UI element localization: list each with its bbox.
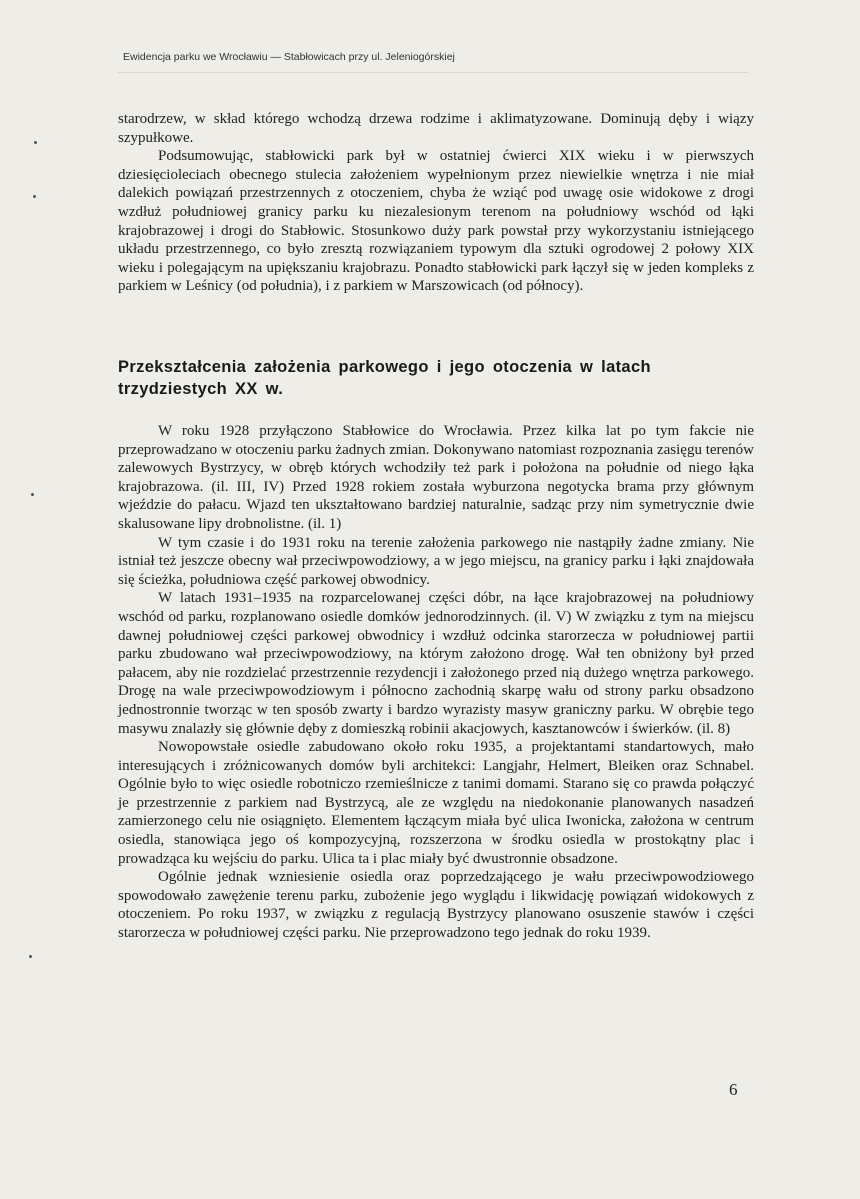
section-1-body [118, 110, 754, 296]
paragraph: Podsumowując, stabłowicki park był w ostatniej ćwierci XIX wieku i w pierwszych dziesięcioleciach obecnego stulecia założeniem wypełnionym przez niewielkie wnętrza i nie miał dalekich powiązań przestrzennych z otoczeniem, chyba że wziąć pod uwagę osie widokowe z drogi wzdłuż południowej granicy parku ku niezalesionym terenom na południowy wschód od łąki krajobrazowej i drogi do Stabłowic. Stosunkowo duży park powstał przy wykorzystaniu istniejącego układu przestrzennego, co było zresztą rozwiązaniem typowym dla sztuki ogrodowej 2 połowy XIX wieku i polegającym na upiększaniu krajobrazu. Ponadto stabłowicki park łączył się w jeden kompleks z parkiem w Leśnicy (od południa), i z parkiem w Marszowicach (od północy). [118, 148, 754, 295]
section-2-body [118, 422, 754, 943]
paragraph: W roku 1928 przyłączono Stabłowice do Wrocławia. Przez kilka lat po tym fakcie nie przeprowadzano w otoczeniu parku żadnych zmian. Dokonywano natomiast rozpoznania zasięgu terenów zalewowych Bystrzycy, w obręb których wchodziły też park i położona na południe od niego łąka krajobrazowa. (il. III, IV) Przed 1928 rokiem została wyburzona negotycka brama przy głównym wjeździe do pałacu. Wjazd ten ukształtowano bardziej naturalnie, sadząc przy nim symetrycznie dwie skalusowane lipy drobnolistne. (il. 1) [118, 423, 755, 532]
paragraph: starodrzew, w skład którego wchodzą drzewa rodzime i aklimatyzowane. Dominują dęby i wiązy szypułkowe. [118, 111, 754, 146]
paragraph: W tym czasie i do 1931 roku na terenie założenia parkowego nie nastąpiły żadne zmiany. Nie istniał też jeszcze obecny wał przeciwpowodziowy, a w jego miejscu, na granicy parku i łąki znajdowała się ścieżka, południowa część parkowej obwodnicy. [118, 534, 754, 588]
paragraph: Nowopowstałe osiedle zabudowano około roku 1935, a projektantami standartowych, mało interesujących i zróżnicowanych domów byli architekci: Langjahr, Helmert, Bleiken oraz Schnabel. Ogólnie było to więc osiedle robotniczo rzemieślnicze z tanimi domami. Starano się co prawda połączyć je przestrzennie z parkiem nad Bystrzycą, ale ze względu na niedokonanie planowanych nasadzeń zamierzonego celu nie osiągnięto. Elementem łączącym miała być ulica Iwonicka, założona w centrum osiedla, stanowiąca jego oś kompozycyjną, rozszerzona w środku osiedla w prostokątny plac i prowadząca ku wejściu do parku. Ulica ta i plac miały być dwustronnie obsadzone. [118, 739, 754, 867]
scan-speck [29, 955, 32, 958]
scan-speck [34, 141, 37, 144]
paragraph: W latach 1931–1935 na rozparcelowanej części dóbr, na łące krajobrazowej na południowy wschód od parku, rozplanowano osiedle domków jednorodzinnych. (il. V) W związku z tym na miejscu dawnej południowej części parkowej obwodnicy i wzdłuż odcinka starorzecza w południowej partii parku zbudowano wał przeciwpowodziowy, na którym założono drogę. Wał ten obniżony był przed pałacem, aby nie rozdzielać przestrzennie rezydencji i założonego przed nią dużego wnętrza parkowego. Drogę na wale przeciwpowodziowym i północno zachodnią skarpę wału od strony parku obsadzono jednostronnie tworząc w ten sposób zwarty i bardzo wyrazisty masyw graniczny parku. W obrębie tego masywu znalazły się głównie dęby z domieszką robinii akacjowych, kasztanowców i świerków. (il. 8) [118, 590, 754, 737]
section-heading: Przekształcenia założenia parkowego i jego otoczenia w latach trzydziestych XX w. [118, 358, 651, 398]
scan-speck [33, 195, 36, 198]
scan-speck [31, 493, 34, 496]
running-header: Ewidencja parku we Wrocławiu — Stabłowicach przy ul. Jeleniogórskiej [123, 51, 455, 63]
page-number: 6 [729, 1080, 738, 1099]
paragraph: Ogólnie jednak wzniesienie osiedla oraz poprzedzającego je wału przeciwpowodziowego spowodowało zawężenie terenu parku, zubożenie jego wyglądu i likwidację powiązań widokowych z otoczeniem. Po roku 1937, w związku z regulacją Bystrzycy planowano osuszenie stawów i części starorzecza w południowej części parku. Nie przeprowadzono tego jednak do roku 1939. [118, 869, 754, 942]
header-divider [118, 72, 748, 73]
